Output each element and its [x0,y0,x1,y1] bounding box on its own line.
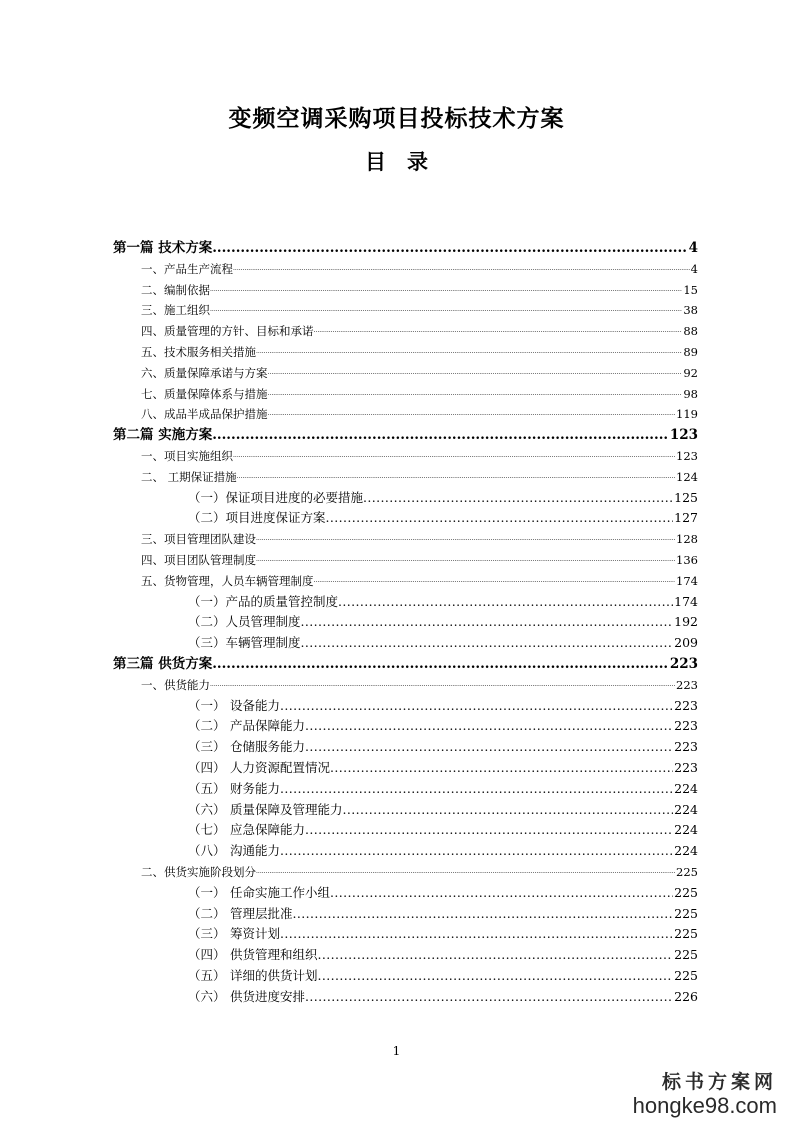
dot-leader [301,612,674,632]
toc-entry-page: 209 [674,635,698,651]
toc-entry-page: 174 [676,573,698,588]
dot-leader [293,904,674,924]
toc-entry[interactable] [188,924,698,944]
toc-entry-page: 223 [674,760,698,775]
toc-entry[interactable] [188,592,698,612]
toc-entry-label [188,696,280,716]
toc-entry-label [188,820,305,840]
toc-entry-label: 一、供货能力 [141,677,210,692]
toc-entry-page: 224 [674,843,698,859]
dot-leader [305,716,673,736]
dot-leader [268,401,676,424]
dot-leader [305,737,673,757]
toc-entry-label [188,966,318,986]
toc-entry[interactable] [141,571,698,591]
toc-entry-text: 任命实施工作小组 [230,884,331,900]
toc-entry-page: 4 [690,261,698,276]
dot-leader [363,488,673,508]
toc-entry-number: （六） [188,988,226,1004]
toc-entry-label: 二、供货实施阶段划分 [141,865,256,879]
toc-entry-label: 八、成品半成品保护措施 [141,407,268,422]
toc-entry-text: 仓储服务能力 [230,739,306,755]
dot-leader [330,758,673,778]
dot-leader [305,820,673,840]
toc-entry-label: （一）产品的质量管控制度 [188,593,339,609]
toc-entry-label: 五、技术服务相关措施 [141,345,256,359]
toc-entry[interactable] [188,696,698,716]
toc-entry-label [188,904,293,924]
toc-entry-page: 89 [683,345,698,359]
toc-entry[interactable] [188,904,698,924]
toc-entry-page: 88 [683,324,698,339]
toc-entry-page: 225 [674,968,698,983]
toc-entry[interactable] [188,987,698,1007]
toc-entry[interactable] [188,779,698,799]
toc-entry-number: （二） [188,905,226,921]
toc-entry[interactable] [141,404,698,424]
toc-entry-label: 第一篇 技术方案 [113,240,213,256]
toc-entry[interactable] [188,883,698,903]
toc-entry-label [188,716,305,736]
toc-entry-label: （二）项目进度保证方案 [188,510,326,526]
toc-entry-label: 四、质量管理的方针、目标和承诺 [141,324,314,339]
toc-entry[interactable] [188,945,698,965]
toc-entry-label: （二）人员管理制度 [188,614,301,630]
toc-entry-label: 七、质量保障体系与措施 [141,386,268,401]
toc-entry-text: 筹资计划 [230,926,281,942]
toc-entry-page: 223 [674,739,698,755]
dot-leader [237,464,675,487]
toc-entry-page: 224 [674,780,698,796]
toc-entry-text: 应急保障能力 [230,822,306,838]
toc-entry-page: 125 [674,489,698,505]
toc-entry-label [188,883,330,903]
toc-entry-text: 沟通能力 [230,843,281,859]
toc-entry-number: （八） [188,843,226,859]
toc-entry-label: 一、产品生产流程 [141,261,233,276]
toc-entry[interactable] [188,716,698,736]
toc-entry-page: 38 [683,303,698,318]
toc-entry-number: （一） [188,697,226,713]
dot-leader [210,672,675,695]
dot-leader [256,547,675,570]
dot-leader [338,592,673,612]
toc-entry[interactable] [141,862,698,882]
dot-leader [343,800,674,820]
toc-entry-page: 226 [674,988,698,1004]
toc-entry-page: 224 [674,822,698,838]
document-title: 变频空调采购项目投标技术方案 [228,105,565,132]
dot-leader [280,779,673,799]
toc-entry-page: 98 [683,386,698,401]
toc-entry-page: 223 [674,718,698,734]
toc-entry-page: 124 [676,469,698,484]
dot-leader [210,297,682,320]
toc-entry-page: 223 [674,697,698,713]
toc-entry-number: （三） [188,926,226,942]
toc-entry-page: 225 [674,926,698,942]
dot-leader [305,987,673,1007]
toc-entry-number: （七） [188,822,226,838]
toc-entry-label: 六、质量保障承诺与方案 [141,365,268,380]
toc-entry-page: 119 [676,407,698,422]
toc-entry[interactable] [188,758,698,778]
dot-leader [268,360,683,383]
toc-entry-text: 人力资源配置情况 [230,760,331,775]
toc-entry-number: （四） [188,760,226,775]
toc-entry-page: 92 [683,365,698,380]
toc-entry[interactable] [188,633,698,653]
watermark [633,1067,777,1117]
toc-entry-label: 三、施工组织 [141,303,210,318]
toc-entry-label [188,945,318,965]
toc-entry-label: 第三篇 供货方案 [113,656,213,672]
toc-entry[interactable] [141,467,698,487]
toc-entry-label [188,779,280,799]
dot-leader [256,859,675,882]
toc-entry-number: （四） [188,947,226,963]
toc-entry-page: 123 [669,427,698,444]
dot-leader [233,256,690,279]
toc-entry-page: 225 [676,865,698,879]
dot-leader [280,696,673,716]
toc-entry-text: 管理层批准 [230,905,293,921]
toc-entry-number: （五） [188,968,226,983]
toc-entry-label: （一）保证项目进度的必要措施 [188,489,364,505]
toc-entry[interactable] [188,612,698,632]
toc-entry[interactable] [188,966,698,986]
toc-entry-page: 4 [688,240,698,256]
toc-entry-page: 136 [676,553,698,567]
toc-entry-number: （一） [188,884,226,900]
dot-leader [268,381,683,404]
toc-entry-text: 供货管理和组织 [230,947,318,963]
toc-entry-label: 四、项目团队管理制度 [141,553,256,567]
toc-entry-text: 财务能力 [230,780,281,796]
watermark-site-name: 标书方案网 [661,1071,777,1093]
dot-leader [256,339,682,362]
toc-entry-page: 225 [674,947,698,963]
toc-entry-number: （三） [188,739,226,755]
toc-entry-text: 产品保障能力 [230,718,306,734]
toc-entry-label: 二、编制依据 [141,282,210,297]
dot-leader [256,526,675,549]
toc-entry-page: 192 [674,614,698,630]
page-number: 1 [392,1044,401,1058]
dot-leader [233,443,675,466]
toc-entry-number: （六） [188,801,226,817]
toc-entry-label: 二、 工期保证措施 [141,469,237,484]
toc-entry-page: 123 [676,449,698,463]
watermark-url: hongke98.com [632,1093,777,1118]
toc-entry-page: 225 [674,884,698,900]
toc-entry[interactable] [188,800,698,820]
toc-entry-label [188,800,343,820]
toc-entry-page: 128 [676,532,698,547]
toc-heading: 目 录 [365,149,428,174]
toc-entry-label: 五、货物管理，人员车辆管理制度 [141,573,314,588]
toc-entry-label: 第二篇 实施方案 [113,427,213,444]
dot-leader [210,277,682,300]
toc-entry-number: （五） [188,780,226,796]
toc-entry-label [188,758,330,778]
dot-leader [280,924,673,944]
toc-entry-label [188,924,280,944]
toc-entry-label: 三、项目管理团队建设 [141,532,256,547]
toc-entry-label [188,737,305,757]
toc-entry[interactable] [188,488,698,508]
toc-entry[interactable] [188,737,698,757]
toc-entry-text: 设备能力 [230,697,281,713]
toc-entry[interactable] [188,820,698,840]
dot-leader [314,318,683,341]
dot-leader [301,633,674,653]
toc-entry-page: 225 [674,905,698,921]
toc-entry-page: 15 [683,282,698,297]
toc-entry-label: 一、项目实施组织 [141,449,233,463]
dot-leader [318,966,674,986]
toc-entry-number: （二） [188,718,226,734]
dot-leader [318,945,674,965]
dot-leader [314,568,676,591]
toc-entry-page: 223 [669,656,698,672]
toc-entry-label: （三）车辆管理制度 [188,635,301,651]
toc-entry-page: 174 [674,593,698,609]
toc-entry-page: 224 [674,801,698,817]
toc-entry-text: 详细的供货计划 [230,968,318,983]
dot-leader [330,883,673,903]
toc-entry-label [188,987,305,1007]
toc-entry[interactable] [141,675,698,695]
toc-entry-page: 223 [676,677,698,692]
toc-entry-text: 供货进度安排 [230,988,306,1004]
toc-entry-page: 127 [674,510,698,526]
toc-entry-text: 质量保障及管理能力 [230,801,343,817]
